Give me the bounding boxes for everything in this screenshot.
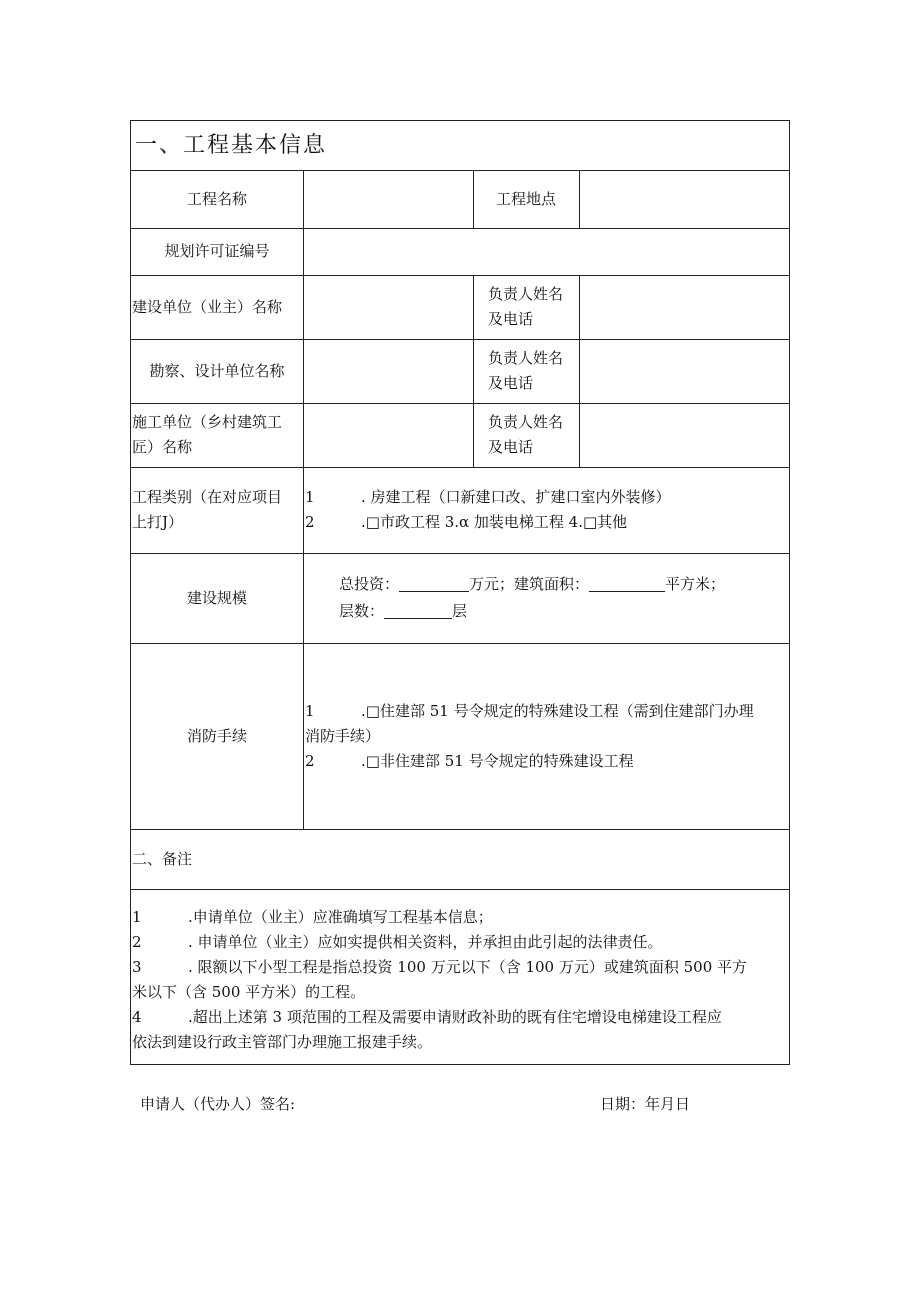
builder-label (132, 275, 303, 339)
fire-option-1-text-line1: .□住建部 51 号令规定的特殊建设工程（需到住建部门办理 (361, 701, 754, 720)
note-2-num: 2 (132, 933, 142, 951)
note-1-num: 1 (132, 908, 142, 926)
floors-unit: 层 (452, 602, 468, 620)
section1-title (135, 121, 785, 170)
permit-number-label (131, 228, 303, 275)
permit-number-field[interactable] (303, 228, 789, 275)
category-option-1-num: 1 (305, 488, 315, 506)
construction-contact-label-line2: 及电话 (488, 438, 534, 456)
builder-contact-field[interactable] (579, 275, 789, 339)
date-label (600, 1093, 690, 1114)
category-label-line2: 上打J） (132, 513, 184, 531)
investment-label: 总投资： (339, 575, 400, 593)
fire-label (131, 643, 303, 829)
construction-contact-label-line1: 负责人姓名 (488, 413, 564, 431)
note-4-line2: 依法到建设行政主管部门办理施工报建手续。 (132, 1033, 433, 1051)
survey-design-label-text: 勘察、设计单位名称 (149, 361, 285, 380)
fire-option-1-text-line2: 消防手续） (305, 726, 381, 745)
area-input[interactable] (589, 575, 665, 592)
survey-design-field[interactable] (303, 339, 473, 403)
note-4-line1: .超出上述第 3 项范围的工程及需要申请财政补助的既有住宅增设电梯建设工程应 (188, 1008, 722, 1026)
construction-contact-label (488, 403, 579, 467)
signature-label-text: 申请人（代办人）签名: (140, 1095, 296, 1113)
category-options (305, 467, 789, 553)
project-location-label (473, 170, 579, 228)
note-item-2 (132, 930, 747, 955)
note-item-3 (132, 955, 747, 1005)
area-unit: 平方米； (665, 575, 726, 593)
project-location-label-text: 工程地点 (495, 189, 556, 208)
category-option-2-text: .□市政工程 3.α 加装电梯工程 4.□其他 (361, 513, 628, 531)
area-label: 建筑面积： (514, 575, 590, 593)
fire-option-1[interactable] (305, 699, 754, 749)
note-3-num: 3 (132, 958, 142, 976)
floors-label: 层数： (339, 602, 385, 620)
fire-option-1-num: 1 (305, 701, 315, 720)
construction-unit-label-line1: 施工单位（乡村建筑工 (132, 413, 283, 431)
builder-label-text: 建设单位（业主）名称 (132, 297, 283, 316)
scale-fields (339, 553, 789, 643)
section2-title (132, 829, 789, 889)
survey-contact-label-line1: 负责人姓名 (488, 349, 564, 367)
fire-options (305, 643, 789, 829)
builder-contact-label-line1: 负责人姓名 (488, 285, 564, 303)
fire-option-2-num: 2 (305, 751, 315, 770)
note-4-num: 4 (132, 1008, 142, 1026)
investment-input[interactable] (399, 575, 469, 592)
fire-option-2-text: .□非住建部 51 号令规定的特殊建设工程 (361, 751, 634, 770)
note-3-line1: . 限额以下小型工程是指总投资 100 万元以下（含 100 万元）或建筑面积 500 平方 (188, 958, 748, 976)
permit-number-label-text: 规划许可证编号 (164, 242, 270, 260)
builder-field[interactable] (303, 275, 473, 339)
project-name-label (131, 170, 303, 228)
builder-contact-label-line2: 及电话 (488, 310, 534, 328)
category-option-1-text: . 房建工程（口新建口改、扩建口室内外装修） (361, 488, 671, 506)
note-1-line1: .申请单位（业主）应准确填写工程基本信息； (188, 908, 493, 926)
scale-label (131, 553, 303, 643)
floors-input[interactable] (384, 602, 452, 619)
investment-unit: 万元； (469, 575, 515, 593)
section1-title-text: 一、工程基本信息 (135, 133, 328, 158)
signature-label (140, 1093, 295, 1114)
construction-unit-field[interactable] (303, 403, 473, 467)
section2-title-text: 二、备注 (132, 849, 193, 868)
note-3-line2: 米以下（含 500 平方米）的工程。 (132, 983, 366, 1001)
fire-label-text: 消防手续 (186, 726, 247, 745)
construction-unit-label (132, 403, 303, 467)
category-option-2[interactable] (305, 510, 671, 535)
construction-contact-field[interactable] (579, 403, 789, 467)
project-location-field[interactable] (579, 170, 789, 228)
construction-unit-label-line2: 匠）名称 (132, 438, 193, 456)
category-label (132, 467, 303, 553)
survey-design-label (131, 339, 303, 403)
category-option-2-num: 2 (305, 513, 315, 531)
survey-contact-label-line2: 及电话 (488, 374, 534, 392)
fire-option-2[interactable] (305, 749, 754, 774)
note-item-1 (132, 905, 747, 930)
notes-list (132, 889, 789, 1064)
scale-label-text: 建设规模 (186, 588, 247, 607)
project-name-field[interactable] (303, 170, 473, 228)
category-label-line1: 工程类别（在对应项目 (132, 488, 283, 506)
survey-contact-label (488, 339, 579, 403)
date-label-text: 日期：年月日 (600, 1095, 691, 1113)
survey-contact-field[interactable] (579, 339, 789, 403)
builder-contact-label (488, 275, 579, 339)
note-2-line1: . 申请单位（业主）应如实提供相关资料，并承担由此引起的法律责任。 (188, 933, 663, 951)
project-name-label-text: 工程名称 (186, 189, 247, 208)
category-option-1[interactable] (305, 485, 671, 510)
project-info-form (130, 120, 790, 1065)
note-item-4 (132, 1005, 747, 1055)
